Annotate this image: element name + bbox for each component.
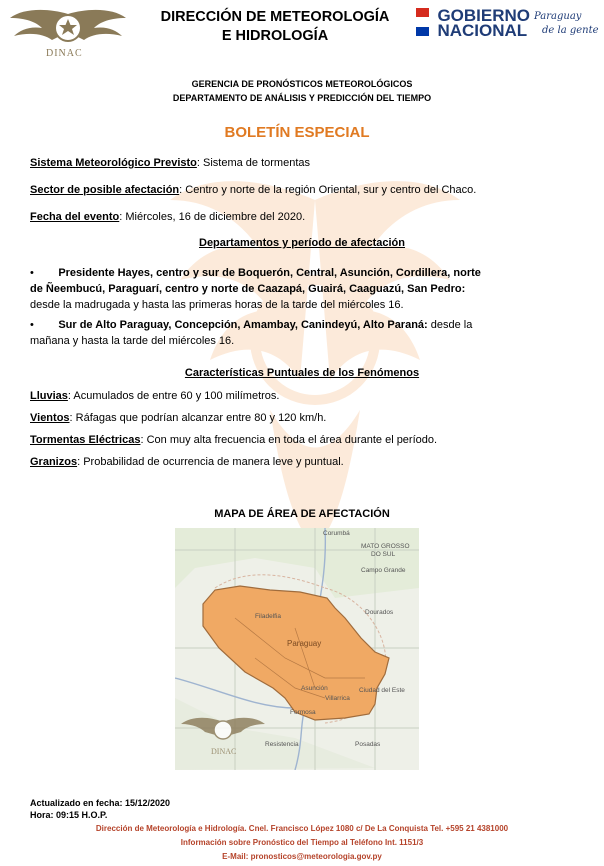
bullet-icon: • — [30, 267, 34, 279]
affected-area-map — [175, 528, 419, 770]
item2-bold: Sur de Alto Paraguay, Concepción, Amambay, Canindeyú, Alto Paraná: — [58, 319, 428, 331]
map-heading: MAPA DE ÁREA DE AFECTACIÓN — [214, 508, 390, 520]
subheader-line2: DEPARTAMENTO DE ANÁLISIS Y PREDICCIÓN DEL TIEMPO — [172, 93, 432, 103]
rain-label: Lluvias — [30, 390, 68, 402]
map-logo-text: DINAC — [211, 747, 237, 756]
map-label-campo: Campo Grande — [361, 567, 406, 574]
storm-value: Con muy alta frecuencia en toda el área durante el período. — [146, 434, 438, 446]
map-label-mato2: DO SUL — [371, 551, 396, 558]
storm-label: Tormentas Eléctricas — [30, 434, 141, 446]
footer-info: Información sobre Pronóstico del Tiempo al Teléfono Int. 1151/3 — [180, 838, 424, 847]
hail-field: Granizos: Probabilidad de ocurrencia de manera leve y puntual. — [30, 456, 344, 468]
map-label-formosa: Formosa — [290, 709, 316, 716]
map-label-dourados: Dourados — [365, 609, 394, 616]
item1-bold-a: Presidente Hayes, centro y sur de Boquerón, Central, Asunción, Cordillera, norte — [58, 267, 481, 279]
system-field: Sistema Meteorológico Previsto: Sistema de tormentas — [30, 157, 311, 169]
sector-field: Sector de posible afectación: Centro y norte de la región Oriental, sur y centro del Chaco. — [30, 184, 477, 196]
item1-bold-b: de Ñeembucú, Paraguarí, centro y norte de Caazapá, Guairá, Caaguazú, San Pedro: — [30, 283, 466, 295]
sector-label: Sector de posible afectación — [30, 184, 180, 196]
map-label-resistencia: Resistencia — [265, 741, 299, 748]
paraguay-flag-icon — [416, 8, 429, 36]
map-label-paraguay: Paraguay — [287, 639, 322, 648]
wind-field: Vientos: Ráfagas que podrían alcanzar entre 80 y 120 km/h. — [30, 412, 327, 424]
date-value: Miércoles, 16 de diciembre del 2020. — [125, 211, 306, 223]
wind-label: Vientos — [30, 412, 70, 424]
sector-value: Centro y norte de la región Oriental, sur y centro del Chaco. — [185, 184, 477, 196]
updated-hour: Hora: 09:15 H.O.P. — [30, 810, 108, 820]
page-header-title — [140, 8, 410, 46]
department-item-1 — [30, 265, 570, 313]
system-value: Sistema de tormentas — [203, 157, 311, 169]
gobierno-logo — [416, 8, 530, 41]
footer-address: Dirección de Meteorología e Hidrología. Cnel. Francisco López 1080 c/ De La Conquista Tel. +595 21 4381000 — [95, 824, 509, 833]
item2-rest-b: mañana y hasta la tarde del miércoles 16. — [30, 335, 235, 347]
map-label-mato1: MATO GROSSO — [361, 543, 410, 550]
footer-email[interactable]: E-Mail: pronosticos@meteorologia.gov.py — [222, 852, 382, 861]
map-label-corumba: Corumbá — [323, 530, 350, 537]
item1-rest: desde la madrugada y hasta las primeras horas de la tarde del miércoles 16. — [30, 299, 404, 311]
page-title: BOLETÍN ESPECIAL — [224, 124, 370, 141]
gob-slogan — [534, 10, 599, 38]
gob-slogan-line1: Paraguay — [534, 11, 582, 22]
rain-field: Lluvias: Acumulados de entre 60 y 100 milímetros. — [30, 390, 280, 402]
hail-label: Granizos — [30, 456, 78, 468]
map-label-asuncion: Asunción — [301, 685, 328, 692]
map-label-filadelfia: Filadelfia — [255, 613, 282, 620]
date-field: Fecha del evento: Miércoles, 16 de diciembre del 2020. — [30, 211, 306, 223]
updated-date: Actualizado en fecha: 15/12/2020 — [30, 798, 171, 808]
gob-slogan-line2: de la gente — [542, 25, 599, 36]
header-title-line2: E HIDROLOGÍA — [221, 28, 329, 44]
phenomena-heading: Características Puntuales de los Fenómenos — [184, 367, 420, 379]
subheader-line1: GERENCIA DE PRONÓSTICOS METEOROLÓGICOS — [191, 79, 413, 89]
logo-text: DINAC — [46, 48, 83, 59]
map-label-posadas: Posadas — [355, 741, 381, 748]
system-label: Sistema Meteorológico Previsto — [30, 157, 197, 169]
department-item-2 — [30, 317, 570, 349]
map-label-villarrica: Villarrica — [325, 695, 350, 702]
header-title-line1: DIRECCIÓN DE METEOROLOGÍA — [160, 9, 390, 25]
gob-line2: NACIONAL — [437, 21, 528, 40]
departments-heading: Departamentos y período de afectación — [199, 237, 405, 249]
rain-value: Acumulados de entre 60 y 100 milímetros. — [73, 390, 280, 402]
hail-value: Probabilidad de ocurrencia de manera leve y puntual. — [83, 456, 344, 468]
wind-value: Ráfagas que podrían alcanzar entre 80 y 120 km/h. — [75, 412, 327, 424]
bullet-icon: • — [30, 319, 34, 331]
date-label: Fecha del evento — [30, 211, 120, 223]
map-label-ciudad: Ciudad del Este — [359, 687, 405, 694]
gob-line1: GOBIERNO — [437, 6, 531, 25]
item2-rest-a: desde la — [427, 319, 473, 331]
storm-field: Tormentas Eléctricas: Con muy alta frecuencia en toda el área durante el período. — [30, 434, 438, 446]
dinac-watermark-icon — [150, 140, 480, 560]
